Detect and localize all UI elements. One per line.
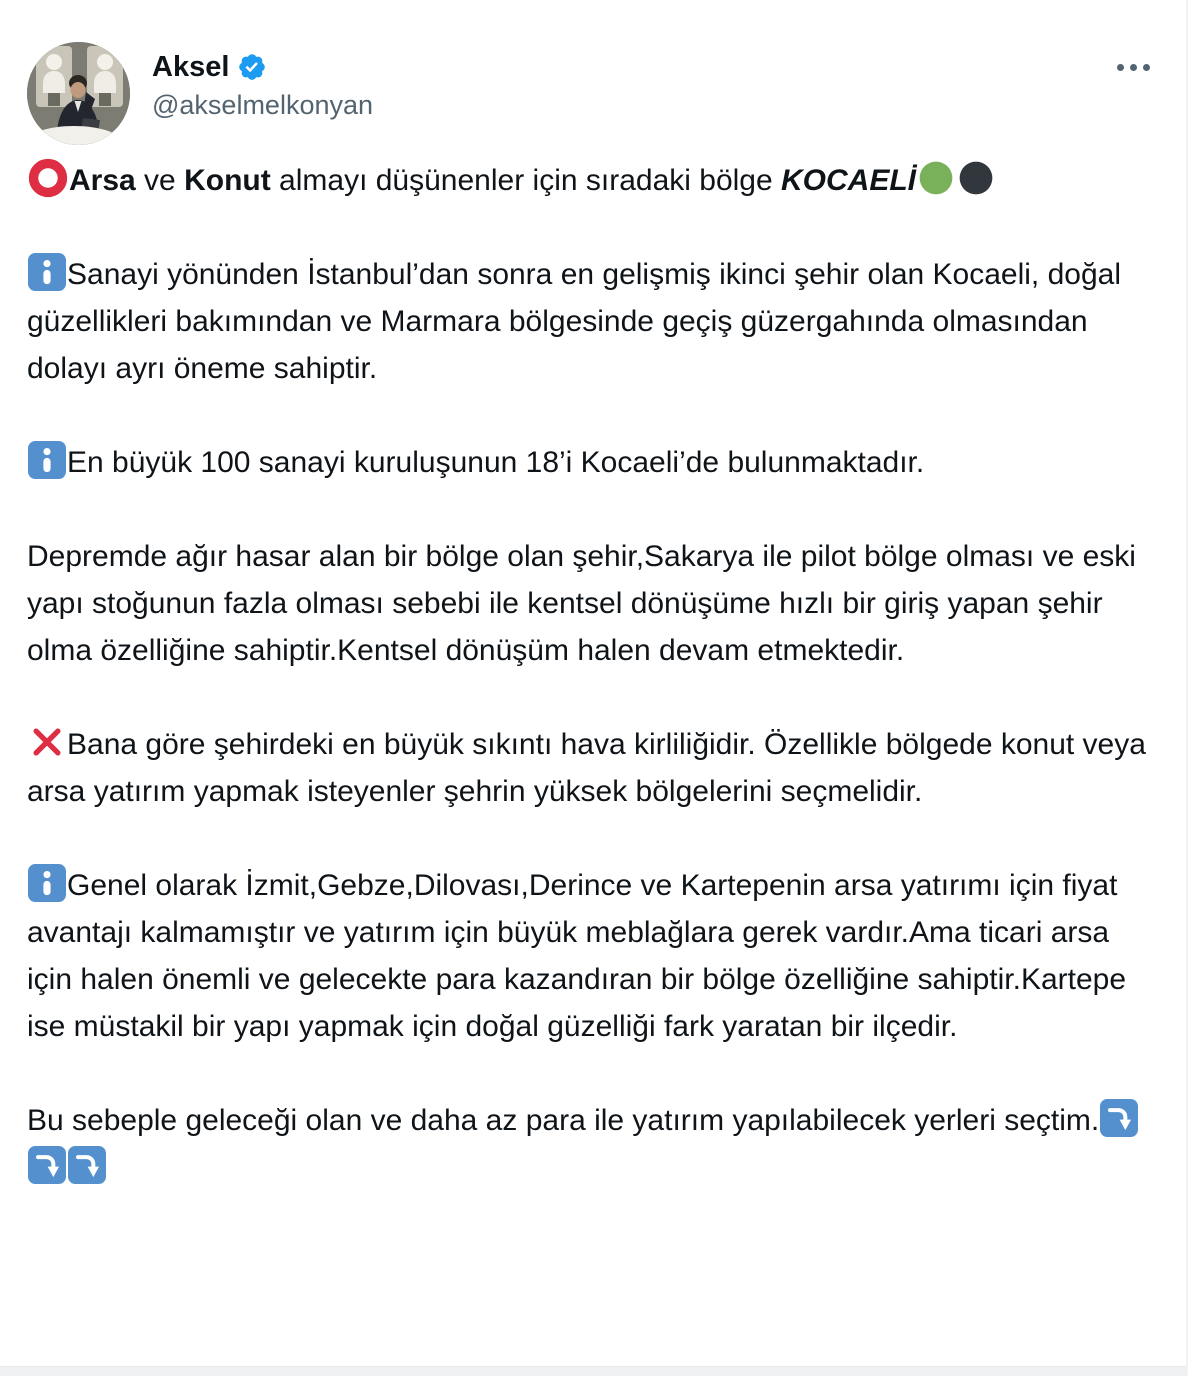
- verified-badge-icon: [237, 52, 267, 82]
- text-segment: En büyük 100 sanayi kuruluşunun 18’i Kocaeli’de bulunmaktadır.: [67, 446, 925, 479]
- tweet-paragraph: [27, 251, 1158, 392]
- green-circle-emoji: [917, 159, 955, 197]
- arrow-curving-down-emoji: [28, 1146, 66, 1184]
- tweet-paragraph: [27, 721, 1158, 815]
- more-dots-icon: [1130, 64, 1137, 71]
- author-name-row: [152, 50, 373, 84]
- text-segment: Genel olarak İzmit,Gebze,Dilovası,Derince ve Kartepenin arsa yatırımı için fiyat avantajı kalmamıştır ve yatırım için büyük meblağlara gerek vardır.Ama ticari arsa için halen önemli ve gelecekte para kazandıran bir bölge özelliğine sahiptir.Kartepe ise müstakil bir yapı yapmak için doğal güzelliği fark yaratan bir ilçedir.: [27, 869, 1127, 1043]
- author-handle[interactable]: @akselmelkonyan: [152, 90, 374, 120]
- tweet-paragraph: [27, 533, 1158, 674]
- cross-mark-emoji: [28, 723, 66, 761]
- tweet-paragraph: [27, 439, 1158, 486]
- text-segment: Bu sebeple geleceği olan ve daha az para ile yatırım yapılabilecek yerleri seçtim.: [27, 1104, 1100, 1137]
- information-emoji: [28, 253, 66, 291]
- information-emoji: [28, 441, 66, 479]
- tweet-header: [27, 42, 1158, 145]
- more-button[interactable]: [1109, 56, 1158, 79]
- more-dots-icon: [1143, 64, 1150, 71]
- profile-photo: [27, 42, 130, 145]
- text-segment: Bana göre şehirdeki en büyük sıkıntı hava kirliliğidir. Özellikle bölgede konut veya arsa yatırım yapmak isteyenler şehrin yüksek bölgelerini seçmelidir.: [27, 728, 1146, 808]
- arrow-curving-down-emoji: [68, 1146, 106, 1184]
- column-right-border: [1186, 0, 1188, 1376]
- arrow-curving-down-emoji: [1100, 1099, 1138, 1137]
- text-segment: Arsa: [69, 164, 136, 197]
- avatar[interactable]: [27, 42, 130, 145]
- text-segment: Depremde ağır hasar alan bir bölge olan şehir,Sakarya ile pilot bölge olması ve eski yapı stoğunun fazla olması sebebi ile kentsel dönüşüme hızlı bir giriş yapan şehir olma özelliğine sahiptir.Kentsel dönüşüm halen devam etmektedir.: [27, 540, 1136, 667]
- text-segment: ve: [135, 164, 185, 197]
- black-circle-emoji: [957, 159, 995, 197]
- more-dots-icon: [1117, 64, 1124, 71]
- text-segment: almayı düşünenler için sıradaki bölge: [270, 164, 781, 197]
- tweet-paragraph: [27, 1097, 1158, 1191]
- bottom-divider: [0, 1366, 1186, 1376]
- author-identity: [152, 42, 373, 123]
- information-emoji: [28, 864, 66, 902]
- author-name[interactable]: Aksel: [152, 51, 230, 83]
- tweet-paragraph: [27, 862, 1158, 1050]
- hollow-red-circle-emoji: [28, 158, 68, 198]
- tweet-paragraph: [27, 157, 1158, 204]
- tweet-text: [27, 157, 1158, 1191]
- text-segment: Konut: [184, 164, 271, 197]
- text-segment: KOCAELİ: [781, 164, 916, 197]
- text-segment: Sanayi yönünden İstanbul’dan sonra en gelişmiş ikinci şehir olan Kocaeli, doğal güzellikleri bakımından ve Marmara bölgesinde geçiş güzergahında olmasından dolayı ayrı öneme sahiptir.: [27, 258, 1121, 385]
